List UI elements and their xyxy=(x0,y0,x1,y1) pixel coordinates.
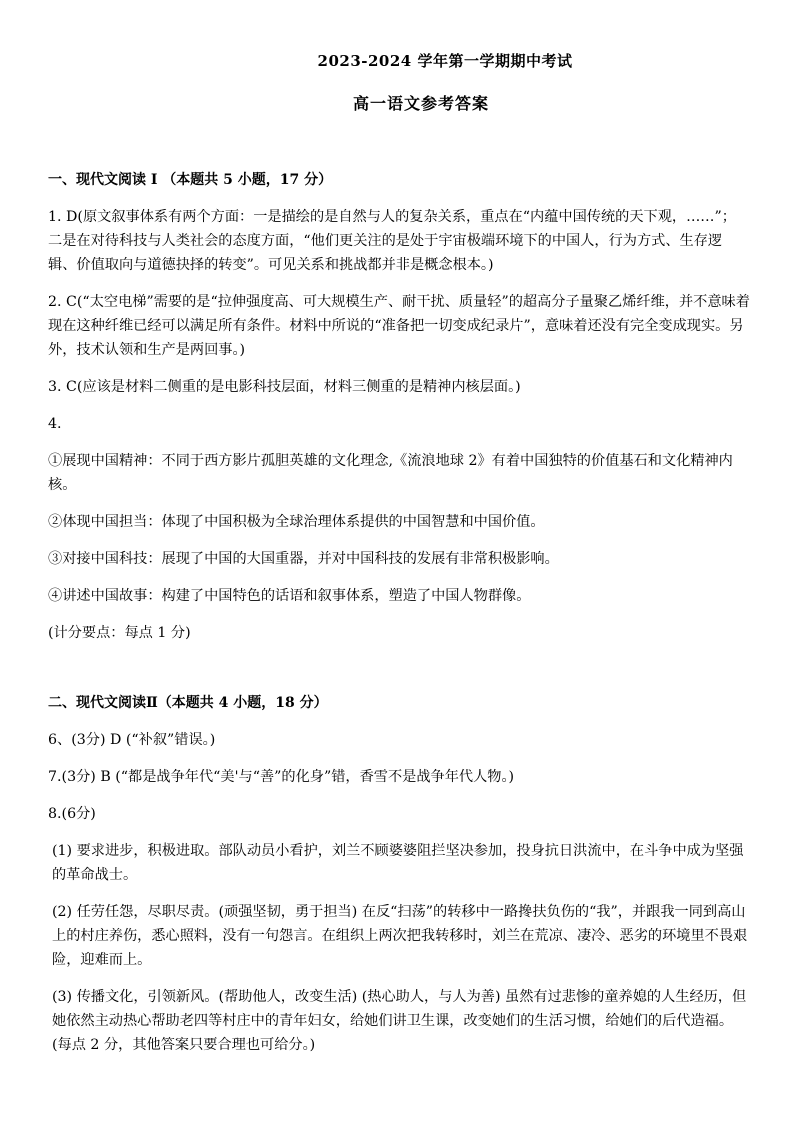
answer-q8-point-1: (1) 要求进步，积极进取。部队动员小看护，刘兰不顾婆婆阻拦坚决参加，投身抗日洪流中，在斗争中成为坚强的革命战士。 xyxy=(52,843,744,883)
answer-q6: 6、(3分) D (“补叙”错误。) xyxy=(48,732,216,748)
answer-q7: 7.(3分) B (“都是战争年代“美'与“善”的化身”错，香雪不是战争年代人物。) xyxy=(48,769,515,785)
answer-q4: 4. xyxy=(48,416,62,432)
answer-content xyxy=(48,168,750,1070)
exam-title: 2023-2024 学年第一学期期中考试 xyxy=(317,52,573,70)
answer-q4-point-1: ①展现中国精神：不同于西方影片孤胆英雄的文化理念,《流浪地球 2》有着中国独特的价值基石和文化精神内核。 xyxy=(48,453,733,493)
answer-q4-point-2: ②体现中国担当：体现了中国积极为全球治理体系提供的中国智慧和中国价值。 xyxy=(48,514,545,530)
answer-q3: 3. C(应该是材料二侧重的是电影科技层面，材料三侧重的是精神内核层面。) xyxy=(48,379,521,395)
answer-q4-point-4: ④讲述中国故事：构建了中国特色的话语和叙事体系，塑造了中国人物群像。 xyxy=(48,588,531,604)
section1-heading: 一、现代文阅读 Ⅰ （本题共 5 小题，17 分） xyxy=(48,172,333,188)
answer-q4-score: (计分要点：每点 1 分) xyxy=(48,625,191,641)
answer-q8-point-3: (3) 传播文化，引领新风。(帮助他人，改变生活) (热心助人，与人为善) 虽然有过悲惨的童养媳的人生经历，但她依然主动热心帮助老四等村庄中的青年妇女，给她们讲卫生课，改变她们的生活习惯，给她们的后代造福。(每点 2 分，其他答案只要合理也可给分。) xyxy=(52,989,747,1053)
answer-q4-point-3: ③对接中国科技：展现了中国的大国重器，并对中国科技的发展有非常积极影响。 xyxy=(48,551,559,567)
exam-subtitle: 高一语文参考答案 xyxy=(352,94,489,113)
answer-q8-point-2: (2) 任劳任怨，尽职尽责。(顽强坚韧，勇于担当) 在反“扫荡”的转移中一路搀扶负伤的“我”，并跟我一同到高山上的村庄养伤，悉心照料，没有一句怨言。在组织上两次把我转移时，刘兰在荒凉、凄冷、恶劣的环境里不畏艰险，迎难而上。 xyxy=(52,904,748,968)
answer-q1: 1. D(原文叙事体系有两个方面：一是描绘的是自然与人的复杂关系，重点在“内蕴中国传统的天下观，……”；二是在对待科技与人类社会的态度方面，“他们更关注的是处于宇宙极端环境下的中国人，行为方式、生存逻辑、价值取向与道德抉择的转变”。可见关系和挑战都并非是概念根本。) xyxy=(48,209,736,273)
answer-q2: 2. C(“太空电梯”需要的是“拉伸强度高、可大规模生产、耐干扰、质量轻”的超高分子量聚乙烯纤维，并不意味着现在这种纤维已经可以满足所有条件。材料中所说的“准备把一切变成纪录片”，意味着还没有完全变成现实。另外，技术认领和生产是两回事。) xyxy=(48,294,750,358)
answer-q8: 8.(6分) xyxy=(48,806,96,822)
section2-heading: 二、现代文阅读Ⅱ（本题共 4 小题，18 分） xyxy=(48,695,328,711)
section-gap xyxy=(48,658,750,691)
